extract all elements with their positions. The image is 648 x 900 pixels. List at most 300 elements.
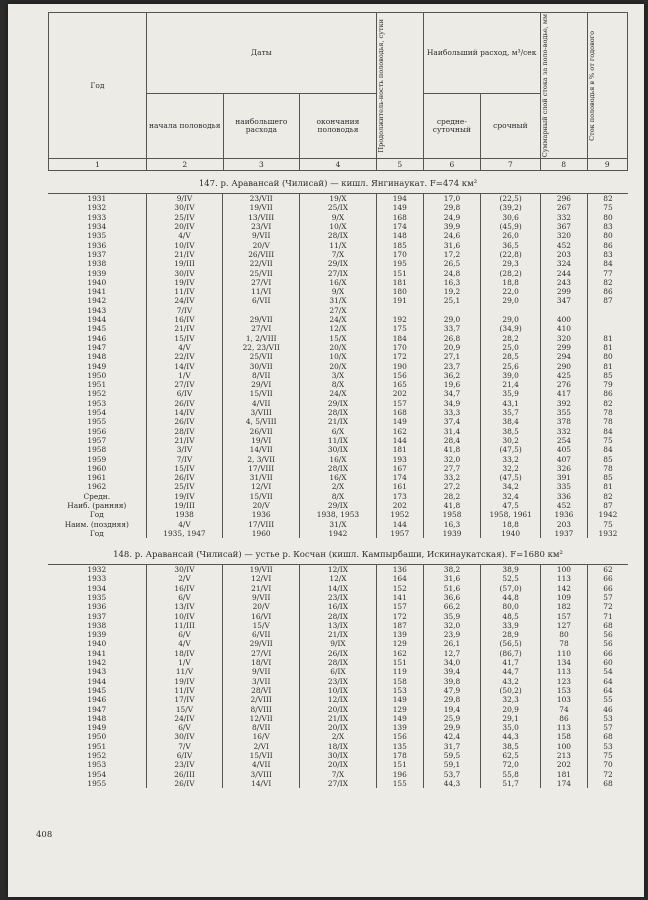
table-cell: 19/III <box>146 259 223 268</box>
table-row <box>48 760 628 769</box>
table-cell: 86 <box>587 287 628 296</box>
table-cell: 53,7 <box>423 770 481 779</box>
table-cell: 70 <box>587 760 628 769</box>
table-cell: 26/IV <box>146 779 223 788</box>
table-cell: 187 <box>376 621 423 630</box>
table-cell: 17,0 <box>423 194 481 203</box>
table-cell: 134 <box>541 658 588 667</box>
table-cell: 21/VI <box>223 584 300 593</box>
table-cell: 26,5 <box>423 259 481 268</box>
table-cell: 1933 <box>87 212 107 222</box>
table-cell: 26,0 <box>481 231 541 240</box>
table-cell: 174 <box>376 222 423 231</box>
table-cell: 1940 <box>87 277 107 287</box>
table-cell: 28,2 <box>481 334 541 343</box>
table-cell: 3/VIII <box>223 408 300 417</box>
table-cell: 15/IV <box>146 464 223 473</box>
table-cell: 38,4 <box>481 417 541 426</box>
table-cell: 1940 <box>481 529 541 538</box>
table-cell: 170 <box>376 343 423 352</box>
table-cell: 195 <box>376 259 423 268</box>
table-cell: 4/VII <box>223 760 300 769</box>
table-cell: 38,5 <box>481 742 541 751</box>
table-row <box>48 770 628 779</box>
table-cell: 27,2 <box>423 482 481 491</box>
table-cell: 202 <box>376 501 423 510</box>
table-cell: 68 <box>587 621 628 630</box>
table-cell: 36,5 <box>481 241 541 250</box>
table-cell: 1953 <box>87 760 107 770</box>
table-cell: (47,5) <box>481 445 541 454</box>
table-cell: 23/VI <box>223 222 300 231</box>
table-row <box>48 306 628 315</box>
section-147 <box>48 177 628 538</box>
table-cell: 80 <box>541 630 588 639</box>
table-cell: 165 <box>376 380 423 389</box>
table-cell: 20/X <box>300 343 377 352</box>
table-row <box>48 315 628 324</box>
table-cell: 6/IV <box>146 389 223 398</box>
table-cell: 24/X <box>300 389 377 398</box>
table-cell: 54 <box>587 667 628 676</box>
table-row <box>48 343 628 352</box>
table-cell: 31,4 <box>423 427 481 436</box>
table-cell: 2, 3/VII <box>223 455 300 464</box>
table-cell: 7/IV <box>146 306 223 315</box>
col-num: 8 <box>540 159 587 171</box>
table-cell: 81 <box>587 482 628 491</box>
table-cell: 7/IV <box>146 455 223 464</box>
table-cell: 10/IX <box>300 686 377 695</box>
table-cell: 378 <box>541 417 588 426</box>
table-cell: 152 <box>376 584 423 593</box>
table-row <box>48 389 628 398</box>
table-cell: 407 <box>541 455 588 464</box>
table-cell: 1937 <box>87 249 107 259</box>
table-cell: 175 <box>376 324 423 333</box>
table-cell: 16,3 <box>423 278 481 287</box>
table-cell: 8/X <box>300 492 377 501</box>
table-cell: 15/VII <box>223 389 300 398</box>
table-cell: 12/X <box>300 574 377 583</box>
table-row <box>48 399 628 408</box>
table-cell: 16,3 <box>423 520 481 529</box>
table-cell: 29,0 <box>481 315 541 324</box>
table-cell: 1931 <box>87 194 107 204</box>
table-cell: 80,0 <box>481 602 541 611</box>
table-cell: 23/VII <box>223 194 300 203</box>
table-cell: 1/V <box>146 371 223 380</box>
table-cell: 20/X <box>300 362 377 371</box>
table-cell: 31/X <box>300 296 377 305</box>
table-cell: 19/IV <box>146 278 223 287</box>
table-cell: 75 <box>587 203 628 212</box>
table-cell: 8/VII <box>223 723 300 732</box>
table-cell: 25,9 <box>423 714 481 723</box>
table-cell: 72,0 <box>481 760 541 769</box>
table-cell: 1960 <box>87 463 107 473</box>
table-cell: 19,6 <box>423 380 481 389</box>
table-cell: 367 <box>541 222 588 231</box>
table-cell <box>587 324 628 333</box>
table-row <box>48 677 628 686</box>
table-cell: 31,6 <box>423 574 481 583</box>
table-cell: 139 <box>376 630 423 639</box>
table-cell: 153 <box>376 686 423 695</box>
table-cell: 21/IV <box>146 250 223 259</box>
table-cell: 82 <box>587 399 628 408</box>
table-cell: 22/VII <box>223 259 300 268</box>
table-cell: 20/IV <box>146 222 223 231</box>
table-cell: 172 <box>376 612 423 621</box>
table-cell: 1944 <box>87 315 107 325</box>
table-cell: 72 <box>587 602 628 611</box>
table-cell: 29/VII <box>223 315 300 324</box>
table-cell: 29,8 <box>423 203 481 212</box>
page-number: 408 <box>36 830 53 840</box>
table-cell: 25/IX <box>300 203 377 212</box>
table-cell: 21,4 <box>481 380 541 389</box>
table-cell: 62 <box>587 565 628 574</box>
table-row <box>48 203 628 212</box>
table-cell: 56 <box>587 630 628 639</box>
table-cell: 10/X <box>300 222 377 231</box>
table-cell: 6/X <box>300 427 377 436</box>
table-cell: 20/IX <box>300 760 377 769</box>
table-row <box>48 639 628 648</box>
table-cell: 11/IX <box>300 436 377 445</box>
table-cell: 53 <box>587 714 628 723</box>
table-cell: 47,5 <box>481 501 541 510</box>
table-row <box>48 520 628 529</box>
table-cell: 3/VIII <box>223 770 300 779</box>
table-cell: 1935, 1947 <box>146 529 223 538</box>
table-cell: 148 <box>376 231 423 240</box>
table-cell: 181 <box>376 445 423 454</box>
col-num: 4 <box>300 159 377 171</box>
table-cell: 1958, 1961 <box>481 510 541 519</box>
table-cell: 27/VI <box>223 278 300 287</box>
table-cell: 19,4 <box>423 705 481 714</box>
table-cell: 35,7 <box>481 408 541 417</box>
table-cell: 19/VI <box>223 436 300 445</box>
table-row <box>48 574 628 583</box>
table-cell: 11/IV <box>146 287 223 296</box>
table-cell: 20/V <box>223 501 300 510</box>
table-cell: 1934 <box>87 583 107 593</box>
table-cell: 326 <box>541 464 588 473</box>
table-cell: 110 <box>541 649 588 658</box>
table-cell: 6/V <box>146 593 223 602</box>
table-row <box>48 408 628 417</box>
table-cell: 16/VI <box>223 612 300 621</box>
table-row <box>48 371 628 380</box>
table-cell: 15/VII <box>223 492 300 501</box>
table-cell: 41,8 <box>423 445 481 454</box>
table-cell: 81 <box>587 334 628 343</box>
table-cell: 31/X <box>300 520 377 529</box>
table-cell <box>376 306 423 315</box>
table-cell: 37,4 <box>423 417 481 426</box>
header-column-numbers <box>49 159 628 171</box>
col-num: 2 <box>146 159 223 171</box>
table-cell: 18/IV <box>146 649 223 658</box>
table-cell: 41,8 <box>423 501 481 510</box>
table-cell: 1936 <box>87 240 107 250</box>
table-cell: 9/X <box>300 287 377 296</box>
table-cell: 10/X <box>300 352 377 361</box>
table-cell: 9/VII <box>223 231 300 240</box>
table-cell: 6/V <box>146 723 223 732</box>
table-cell: 80 <box>587 213 628 222</box>
table-cell: 66 <box>587 584 628 593</box>
table-header <box>48 12 628 171</box>
table-cell: 2/V <box>146 574 223 583</box>
table-cell: 26/VIII <box>223 250 300 259</box>
table-cell: 18,8 <box>481 278 541 287</box>
header-duration: Продолжитель-ность половодья, сутки <box>376 13 423 159</box>
table-cell: 1948 <box>87 352 107 362</box>
table-cell: 31,7 <box>423 742 481 751</box>
table-cell: 16/X <box>300 278 377 287</box>
table-cell: 14/IV <box>146 362 223 371</box>
table-cell: 31,6 <box>423 241 481 250</box>
table-cell: 43,2 <box>481 677 541 686</box>
table-cell: 22, 23/VII <box>223 343 300 352</box>
table-cell: 405 <box>541 445 588 454</box>
table-cell: 13/IX <box>300 621 377 630</box>
table-cell <box>587 315 628 324</box>
table-cell: 3/X <box>300 371 377 380</box>
table-cell: 17/VIII <box>223 464 300 473</box>
table-cell: 336 <box>541 492 588 501</box>
table-cell: 26/IV <box>146 399 223 408</box>
table-cell: 1934 <box>87 222 107 232</box>
table-cell: 18/VI <box>223 658 300 667</box>
table-cell: 19/IV <box>146 677 223 686</box>
table-cell: 32,0 <box>423 621 481 630</box>
table-cell: 9/IX <box>300 639 377 648</box>
table-cell: 1956 <box>87 426 107 436</box>
header-maxflow: Наибольший расход, м³/сек <box>423 13 540 94</box>
table-cell: 33,7 <box>423 324 481 333</box>
table-cell: 28/IX <box>300 612 377 621</box>
table-cell: 1959 <box>87 454 107 464</box>
table-cell: 56 <box>587 639 628 648</box>
table-cell: 87 <box>587 296 628 305</box>
table-cell: 29,9 <box>423 723 481 732</box>
table-cell: 80 <box>587 231 628 240</box>
table-cell: 151 <box>376 760 423 769</box>
table-cell: 452 <box>541 501 588 510</box>
table-cell: 19/X <box>300 194 377 203</box>
table-cell: 7/X <box>300 250 377 259</box>
table-cell: 44,7 <box>481 667 541 676</box>
table-cell: 1960 <box>223 529 300 538</box>
table-cell: 21/IX <box>300 630 377 639</box>
table-cell: 178 <box>376 751 423 760</box>
table-cell: 1935 <box>87 592 107 602</box>
table-cell: Год <box>89 510 104 520</box>
table-cell: 400 <box>541 315 588 324</box>
table-cell: 78 <box>541 639 588 648</box>
table-cell: 16/X <box>300 455 377 464</box>
table-row <box>48 705 628 714</box>
table-cell: 11/III <box>146 621 223 630</box>
table-cell: 1944 <box>87 676 107 686</box>
table-cell: 85 <box>587 371 628 380</box>
table-cell: 294 <box>541 352 588 361</box>
table-cell: 16/X <box>300 473 377 482</box>
col-num: 6 <box>423 159 480 171</box>
table-cell: 19/VII <box>223 203 300 212</box>
table-cell: 30/IV <box>146 732 223 741</box>
table-cell: 26/IV <box>146 417 223 426</box>
table-cell: 30/IV <box>146 203 223 212</box>
table-cell: 74 <box>541 705 588 714</box>
table-cell: 29/VII <box>223 639 300 648</box>
table-cell: 26/IX <box>300 649 377 658</box>
table-cell: 1936 <box>87 602 107 612</box>
table-row <box>48 324 628 333</box>
table-cell: 335 <box>541 482 588 491</box>
table-cell: 1936 <box>541 510 588 519</box>
table-cell: 158 <box>376 677 423 686</box>
table-cell: 151 <box>376 269 423 278</box>
table-row <box>48 732 628 741</box>
table-row <box>48 621 628 630</box>
table-row <box>48 751 628 760</box>
table-cell: 16/V <box>223 732 300 741</box>
table-cell: 167 <box>376 464 423 473</box>
table-cell: 144 <box>376 520 423 529</box>
table-cell: 11/X <box>300 241 377 250</box>
table-row <box>48 565 628 574</box>
table-row <box>48 593 628 602</box>
table-cell: 25/VII <box>223 352 300 361</box>
table-cell: 32,0 <box>423 455 481 464</box>
table-cell: 299 <box>541 287 588 296</box>
table-cell: 10/IV <box>146 612 223 621</box>
table-cell: 332 <box>541 427 588 436</box>
table-row <box>48 455 628 464</box>
table-cell: 21/IX <box>300 417 377 426</box>
table-cell: (22,5) <box>481 194 541 203</box>
table-cell: 149 <box>376 695 423 704</box>
table-cell: 1937 <box>87 611 107 621</box>
table-row <box>48 436 628 445</box>
table-cell: 276 <box>541 380 588 389</box>
table-cell: 36,2 <box>423 371 481 380</box>
table-cell: 194 <box>376 194 423 203</box>
table-cell: 44,3 <box>423 779 481 788</box>
table-row <box>48 296 628 305</box>
table-row <box>48 380 628 389</box>
table-cell: Год <box>89 528 104 538</box>
section-title: 147. р. Аравансай (Чилисай) — кишл. Янгинаукат. F=474 км² <box>48 177 628 194</box>
table-cell: 30/VII <box>223 362 300 371</box>
table-cell: 320 <box>541 231 588 240</box>
table-cell: 25,0 <box>481 343 541 352</box>
book-page <box>8 4 644 897</box>
table-cell: 1958 <box>423 510 481 519</box>
table-cell: 6/VII <box>223 296 300 305</box>
table-cell: 184 <box>376 334 423 343</box>
table-cell: 46 <box>587 705 628 714</box>
table-cell: 1943 <box>87 667 107 677</box>
table-cell: 26,8 <box>423 334 481 343</box>
table-cell: 109 <box>541 593 588 602</box>
table-cell: 4/V <box>146 639 223 648</box>
table-row <box>48 250 628 259</box>
table-cell: 72 <box>587 770 628 779</box>
table-cell: 83 <box>587 250 628 259</box>
table-cell: 66 <box>587 574 628 583</box>
table-cell: 391 <box>541 473 588 482</box>
table-cell: 62,5 <box>481 751 541 760</box>
table-cell: 35,0 <box>481 723 541 732</box>
table-cell: 6/IV <box>146 751 223 760</box>
table-cell: 27,1 <box>423 352 481 361</box>
table-cell: 8/VIII <box>223 705 300 714</box>
table-cell: 417 <box>541 389 588 398</box>
table-cell: 39,9 <box>423 222 481 231</box>
table-cell: 30/IV <box>146 565 223 574</box>
table-row <box>48 259 628 268</box>
table-cell: 6/VII <box>223 630 300 639</box>
table-row <box>48 602 628 611</box>
table-cell: 103 <box>541 695 588 704</box>
table-cell: 77 <box>587 269 628 278</box>
table-cell: 66,2 <box>423 602 481 611</box>
table-cell: 39,0 <box>481 371 541 380</box>
table-cell: 16/IV <box>146 315 223 324</box>
table-cell: 85 <box>587 473 628 482</box>
table-cell: 87 <box>587 501 628 510</box>
table-cell: 202 <box>376 389 423 398</box>
table-cell: 30,2 <box>481 436 541 445</box>
table-row <box>48 445 628 454</box>
table-cell: 25/IV <box>146 482 223 491</box>
table-cell: 2/X <box>300 482 377 491</box>
table-cell: (39,2) <box>481 203 541 212</box>
table-cell: 21/IV <box>146 324 223 333</box>
table-cell: 162 <box>376 427 423 436</box>
table-cell: 181 <box>541 770 588 779</box>
table-row <box>48 241 628 250</box>
table-cell: 355 <box>541 408 588 417</box>
table-row <box>48 287 628 296</box>
table-row <box>48 269 628 278</box>
table-cell: 1948 <box>87 713 107 723</box>
table-cell: 48,5 <box>481 612 541 621</box>
table-cell: 33,3 <box>423 408 481 417</box>
table-cell: 78 <box>587 417 628 426</box>
table-cell: 23,7 <box>423 362 481 371</box>
table-row <box>48 529 628 538</box>
table-cell: 202 <box>541 760 588 769</box>
table-cell: 1957 <box>376 529 423 538</box>
table-cell: 425 <box>541 371 588 380</box>
table-cell: 15/IV <box>146 334 223 343</box>
table-cell: 1932 <box>87 565 107 575</box>
table-cell: 14/IX <box>300 584 377 593</box>
table-cell: 129 <box>376 705 423 714</box>
table-cell: 1941 <box>87 648 107 658</box>
table-cell: 38,5 <box>481 427 541 436</box>
table-cell: 75 <box>587 436 628 445</box>
table-cell: 162 <box>376 649 423 658</box>
